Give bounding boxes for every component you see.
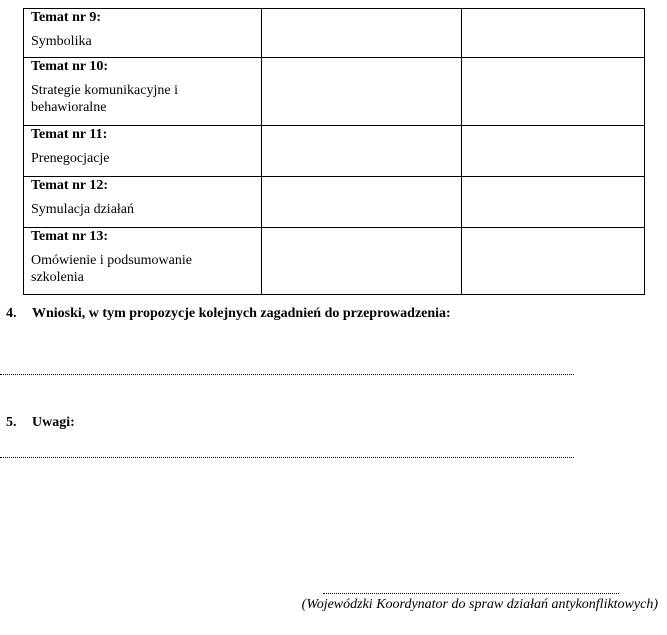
remarks-fill-line[interactable] <box>0 457 574 458</box>
entry-cell-3[interactable] <box>462 177 645 228</box>
entry-cell-2[interactable] <box>262 9 462 58</box>
topic-name: Omówienie i podsumowanie szkolenia <box>31 253 192 285</box>
section-label: Uwagi: <box>32 415 75 430</box>
table-row <box>24 9 645 58</box>
topics-table <box>23 8 645 295</box>
entry-cell-2[interactable] <box>262 177 462 228</box>
section-conclusions-heading <box>6 306 451 322</box>
topic-name: Symbolika <box>31 34 92 49</box>
topic-cell <box>24 58 262 126</box>
section-number: 4. <box>6 306 17 321</box>
topic-cell <box>24 228 262 295</box>
topic-title: Temat nr 10: <box>31 59 108 74</box>
topic-cell <box>24 9 262 58</box>
entry-cell-3[interactable] <box>462 9 645 58</box>
topic-name: Prenegocjacje <box>31 151 110 166</box>
section-remarks-heading <box>6 415 75 431</box>
topic-name: Symulacja działań <box>31 202 135 217</box>
entry-cell-3[interactable] <box>462 228 645 295</box>
entry-cell-2[interactable] <box>262 126 462 177</box>
signature-caption: (Wojewódzki Koordynator do spraw działań antykonfliktowych) <box>301 597 658 612</box>
topic-title: Temat nr 12: <box>31 178 108 193</box>
topic-cell <box>24 126 262 177</box>
entry-cell-3[interactable] <box>462 58 645 126</box>
topic-title: Temat nr 11: <box>31 127 108 142</box>
topic-title: Temat nr 13: <box>31 229 108 244</box>
signature-line[interactable] <box>323 593 619 594</box>
section-label: Wnioski, w tym propozycje kolejnych zagadnień do przeprowadzenia: <box>32 306 451 321</box>
topic-title: Temat nr 9: <box>31 10 101 25</box>
table-row <box>24 126 645 177</box>
topic-cell <box>24 177 262 228</box>
entry-cell-3[interactable] <box>462 126 645 177</box>
section-number: 5. <box>6 415 17 430</box>
entry-cell-2[interactable] <box>262 58 462 126</box>
table-row <box>24 177 645 228</box>
table-row <box>24 58 645 126</box>
conclusions-fill-line[interactable] <box>0 374 574 375</box>
entry-cell-2[interactable] <box>262 228 462 295</box>
topic-name: Strategie komunikacyjne i behawioralne <box>31 83 178 115</box>
table-row <box>24 228 645 295</box>
